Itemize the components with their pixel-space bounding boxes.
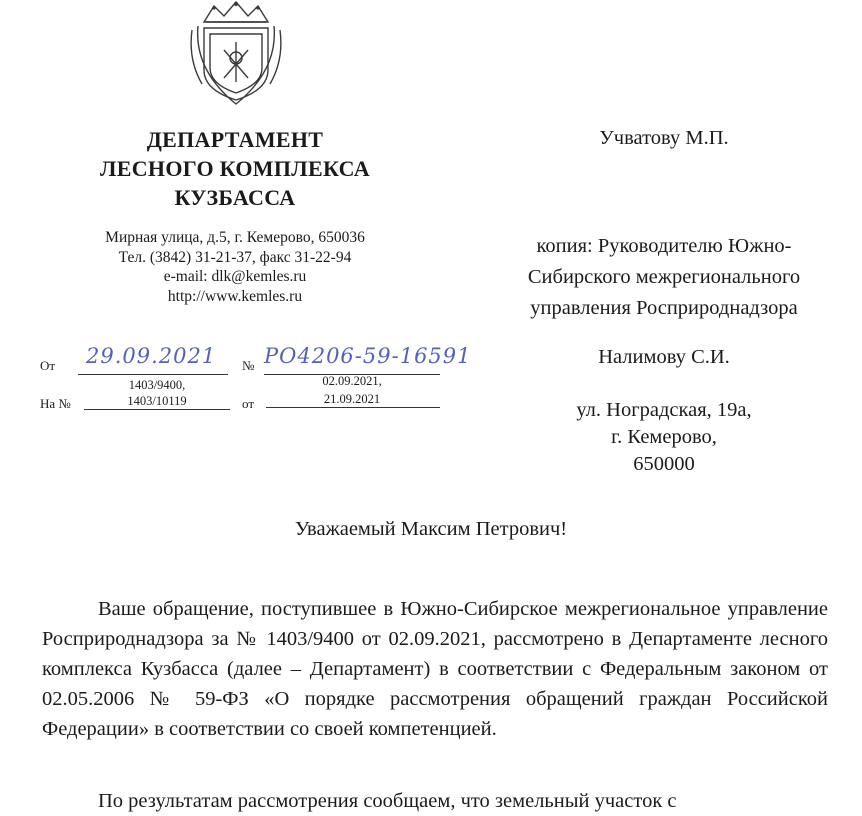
department-website: http://www.kemles.ru bbox=[167, 287, 303, 305]
in-reply-dates-1: 02.09.2021, bbox=[322, 374, 382, 388]
from-date-line bbox=[78, 374, 228, 375]
department-contacts bbox=[60, 228, 410, 306]
recipient-zip: 650000 bbox=[633, 453, 695, 475]
body-paragraph-1: Ваше обращение, поступившее в Южно-Сибирское межрегиональное управление Росприроднадзора за № 1403/9400 от 02.09.2021, рассмотрено в Департаменте лесного комплекса Кузбасса (далее – Департамент) в соответствии с Федеральным законом от 02.05.2006 № 59-ФЗ «О порядке рассмотрения обращений граждан Российской Федерации» в соответствии со своей компетенцией. bbox=[42, 598, 828, 740]
recipient-name: Учватову М.П. bbox=[599, 127, 729, 149]
in-reply-from-label: от bbox=[242, 396, 255, 411]
department-title bbox=[70, 125, 400, 212]
recipient-copy-line3: управления Росприроднадзора bbox=[530, 297, 798, 319]
coat-of-arms-emblem bbox=[184, 0, 288, 108]
from-label: От bbox=[40, 358, 56, 373]
department-title-line2: ЛЕСНОГО КОМПЛЕКСА bbox=[100, 156, 370, 181]
recipient-copy-name: Налимову С.И. bbox=[598, 346, 730, 368]
number-handwritten: РО4206-59-16591 bbox=[264, 344, 472, 368]
from-date-handwritten: 29.09.2021 bbox=[86, 344, 217, 368]
department-title-line3: КУЗБАССА bbox=[174, 185, 296, 210]
recipient-city: г. Кемерово, bbox=[611, 426, 717, 448]
recipient-copy bbox=[494, 233, 834, 322]
recipient-copy-line1: копия: Руководителю Южно- bbox=[536, 235, 792, 257]
in-reply-dates-2: 21.09.2021 bbox=[323, 392, 381, 406]
department-address: Мирная улица, д.5, г. Кемерово, 650036 bbox=[105, 229, 365, 246]
in-reply-number-line bbox=[84, 409, 230, 410]
recipient-street: ул. Ноградская, 19а, bbox=[576, 399, 752, 421]
department-phone: Тел. (3842) 31-21-37, факс 31-22-94 bbox=[118, 248, 352, 266]
body-paragraph-2: По результатам рассмотрения сообщаем, что земельный участок с bbox=[98, 790, 677, 812]
in-reply-label: На № bbox=[40, 396, 71, 411]
department-email: e-mail: dlk@kemles.ru bbox=[163, 268, 307, 285]
department-title-line1: ДЕПАРТАМЕНТ bbox=[146, 127, 324, 152]
letter-greeting: Уважаемый Максим Петрович! bbox=[294, 518, 568, 540]
recipient-address bbox=[494, 397, 834, 478]
number-label: № bbox=[242, 358, 255, 373]
in-reply-numbers-2: 1403/10119 bbox=[127, 394, 187, 408]
in-reply-numbers-1: 1403/9400, bbox=[128, 378, 186, 392]
in-reply-date-line bbox=[266, 407, 440, 408]
recipient-copy-line2: Сибирского межрегионального bbox=[527, 266, 801, 288]
